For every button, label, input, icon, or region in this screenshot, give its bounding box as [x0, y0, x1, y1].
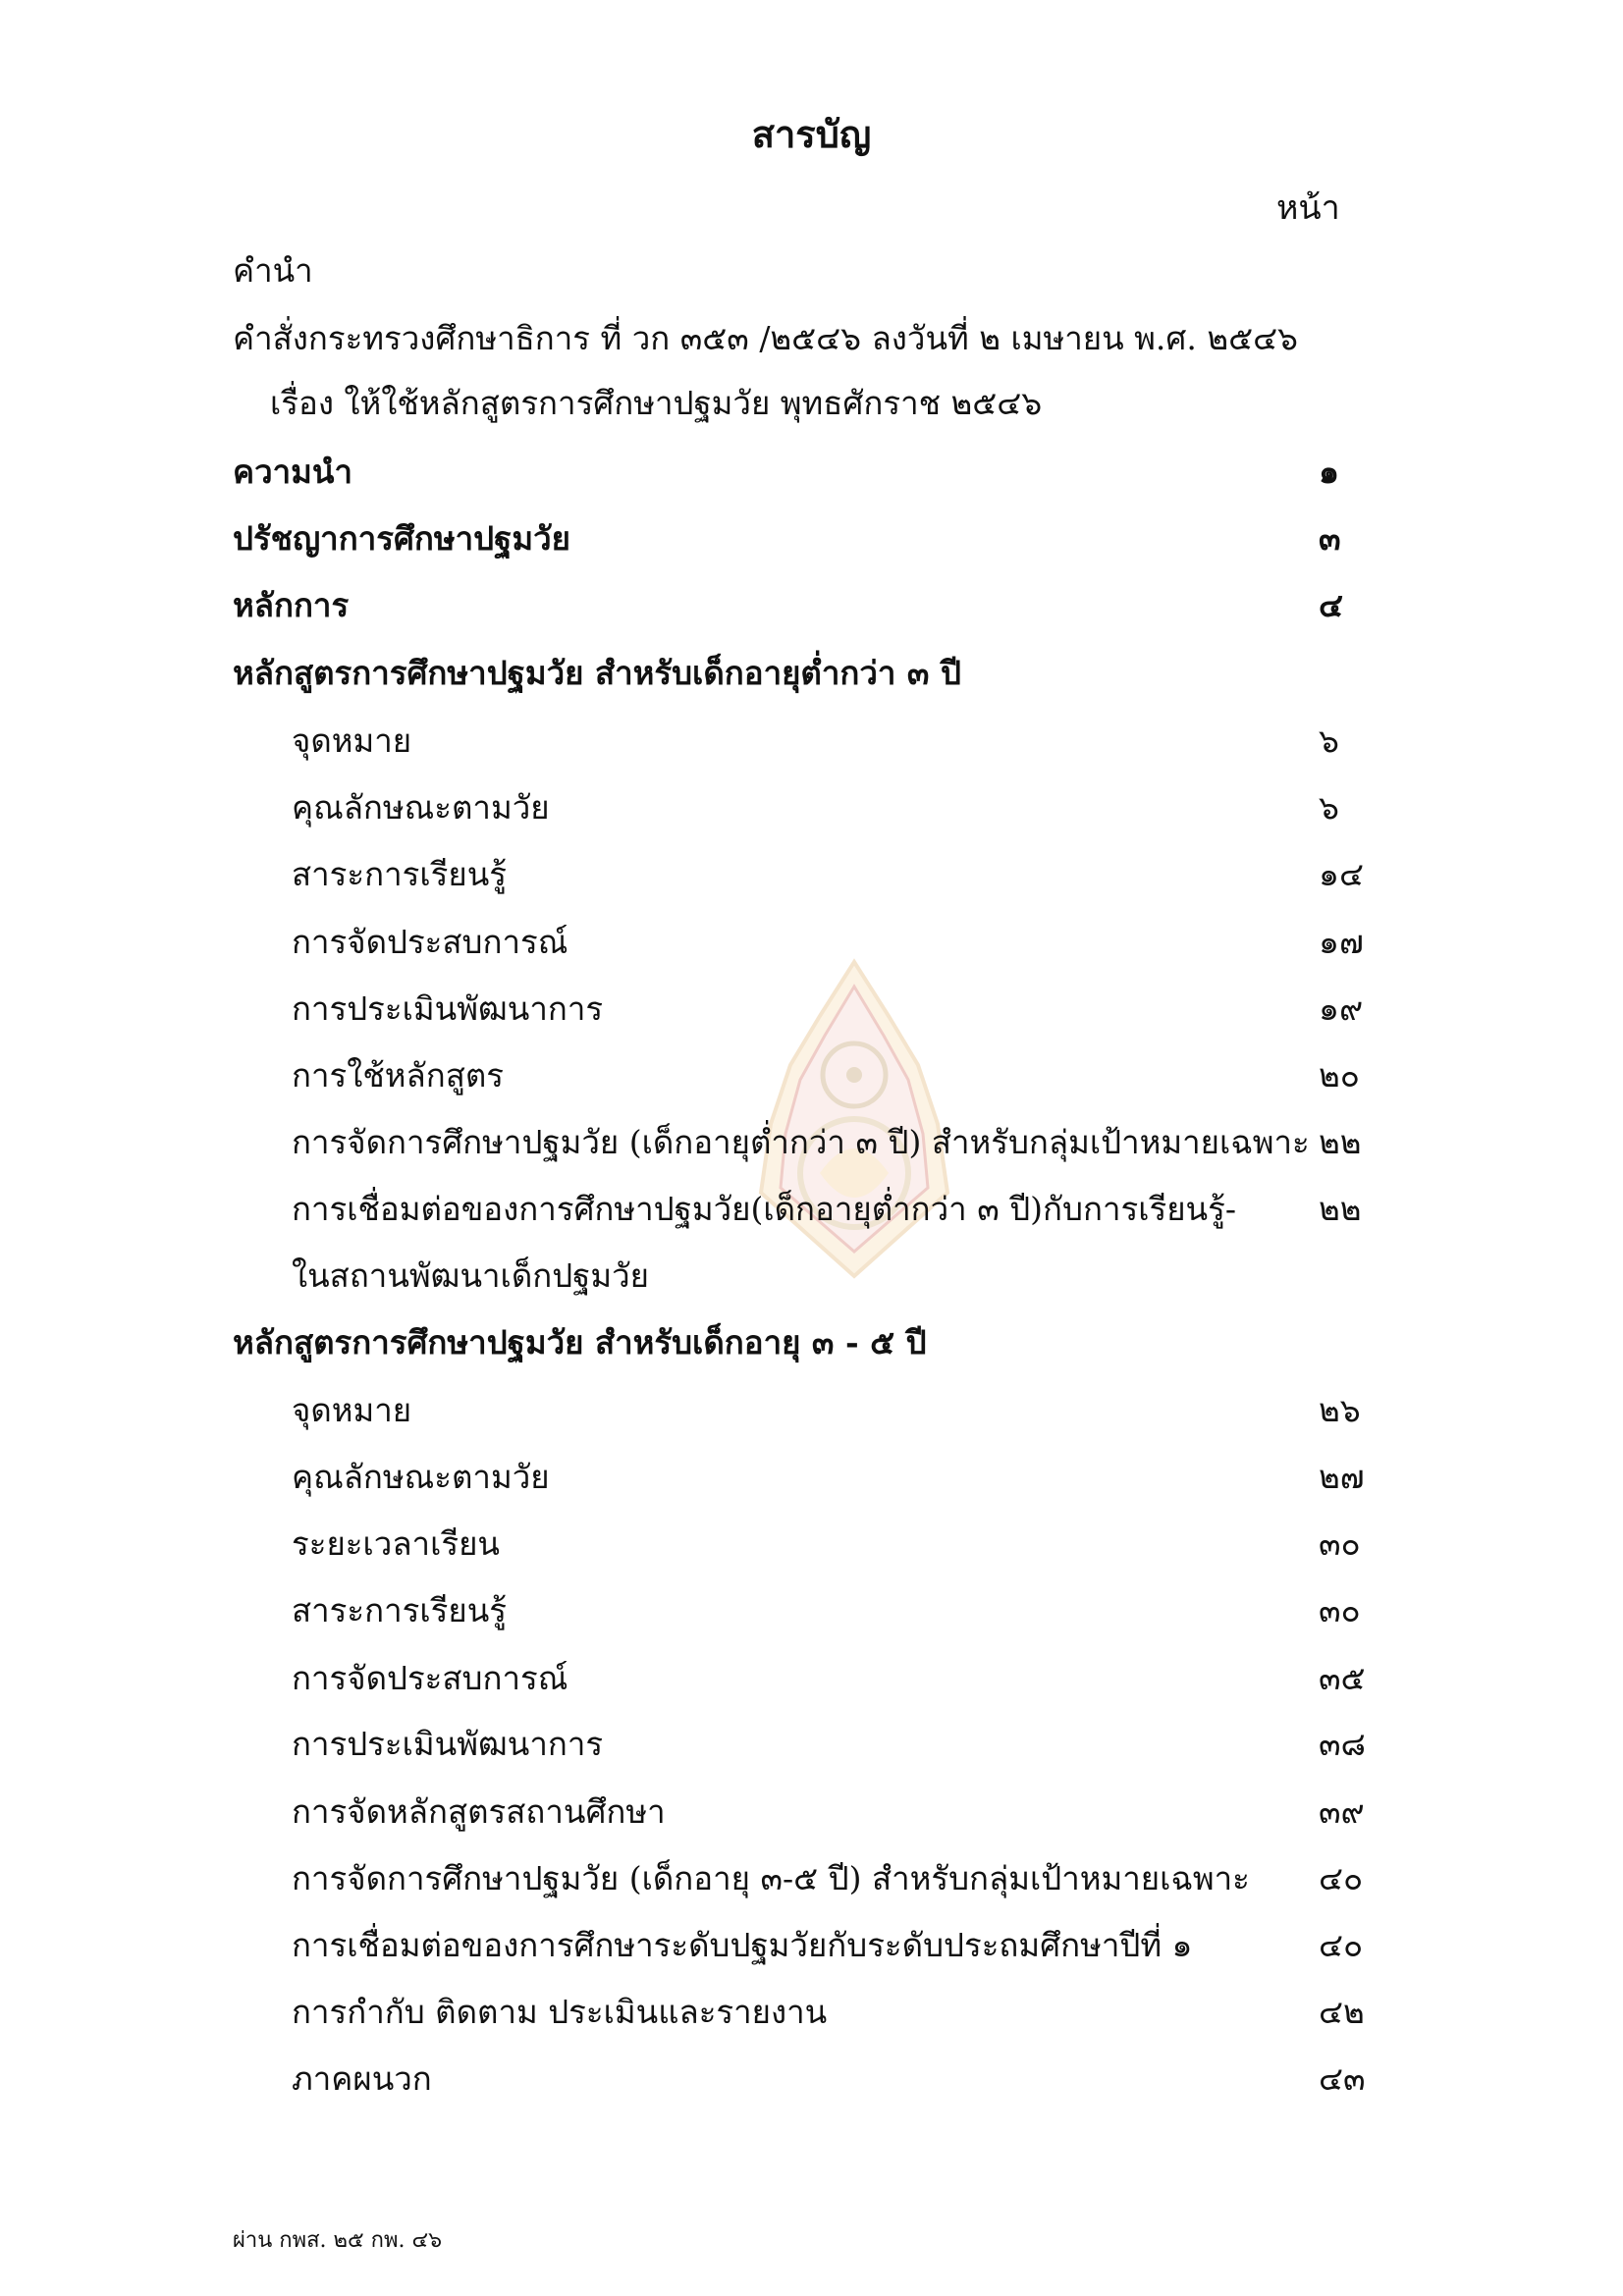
toc-entry-text: การจัดประสบการณ์ [292, 923, 568, 961]
toc-entry-page: ๖ [1319, 788, 1339, 827]
toc-entry-ministerial-order[interactable] [0, 314, 1623, 363]
toc-entry-text: การจัดหลักสูตรสถานศึกษา [292, 1792, 666, 1831]
toc-entry-page: ๖ [1319, 721, 1339, 760]
toc-entry-aims[interactable] [0, 1386, 1623, 1435]
toc-entry-curriculum-use[interactable] [0, 1051, 1623, 1100]
toc-entry-page: ๓๐ [1319, 1591, 1361, 1629]
toc-entry-assessment[interactable] [0, 1720, 1623, 1769]
toc-entry-learning-content[interactable] [0, 1586, 1623, 1635]
toc-entry-page: ๒๗ [1319, 1458, 1365, 1496]
document-title: สารบัญ [751, 112, 872, 156]
toc-entry-text: การประเมินพัฒนาการ [292, 989, 604, 1028]
toc-entry-philosophy[interactable] [0, 514, 1623, 563]
toc-entry-text: คำนำ [233, 251, 313, 290]
toc-entry-page: ๓๐ [1319, 1524, 1361, 1563]
toc-entry-characteristics[interactable] [0, 783, 1623, 832]
toc-entry-transition-primary[interactable] [0, 1921, 1623, 1970]
toc-entry-order-subject[interactable] [0, 379, 1623, 428]
toc-entry-page: ๑๔ [1319, 855, 1364, 893]
toc-entry-characteristics[interactable] [0, 1453, 1623, 1502]
toc-entry-study-period[interactable] [0, 1520, 1623, 1569]
toc-entry-text: คำสั่งกระทรวงศึกษาธิการ ที่ วก ๓๕๓ /๒๕๔๖ ลงวันที่ ๒ เมษายน พ.ศ. ๒๕๔๖ [233, 319, 1299, 357]
toc-entry-foreword[interactable] [0, 246, 1623, 295]
toc-entry-page: ๓๕ [1319, 1659, 1366, 1697]
toc-entry-transition-cont[interactable] [0, 1252, 1623, 1301]
toc-entry-text: ปรัชญาการศึกษาปฐมวัย [233, 519, 570, 558]
toc-entry-page: ๒๒ [1319, 1190, 1362, 1228]
toc-entry-text: การจัดการศึกษาปฐมวัย (เด็กอายุต่ำกว่า ๓ ปี) สำหรับกลุ่มเป้าหมายเฉพาะ [292, 1123, 1310, 1161]
toc-entry-text: หลักการ [233, 586, 350, 624]
toc-entry-page: ๓๙ [1319, 1792, 1365, 1831]
toc-entry-principles[interactable] [0, 581, 1623, 630]
toc-entry-supervision[interactable] [0, 1988, 1623, 2037]
toc-entry-text: การจัดการศึกษาปฐมวัย (เด็กอายุ ๓-๕ ปี) สำหรับกลุ่มเป้าหมายเฉพาะ [292, 1859, 1250, 1897]
toc-entry-text: คุณลักษณะตามวัย [292, 1458, 550, 1496]
toc-entry-text: การประเมินพัฒนาการ [292, 1725, 604, 1763]
toc-entry-page: ๔๐ [1319, 1926, 1364, 1964]
toc-entry-aims[interactable] [0, 717, 1623, 766]
toc-entry-text: จุดหมาย [292, 721, 412, 760]
toc-entry-text: สาระการเรียนรู้ [292, 1591, 507, 1629]
toc-entry-page: ๔ [1319, 586, 1343, 624]
toc-entry-text: การจัดประสบการณ์ [292, 1659, 568, 1697]
toc-entry-text: จุดหมาย [292, 1391, 412, 1429]
toc-entry-page: ๓ [1319, 519, 1341, 558]
toc-entry-text: คุณลักษณะตามวัย [292, 788, 550, 827]
toc-entry-page: ๔๒ [1319, 1993, 1365, 2031]
toc-entry-page: ๒๖ [1319, 1391, 1361, 1429]
toc-entry-text: ในสถานพัฒนาเด็กปฐมวัย [292, 1256, 649, 1295]
toc-entry-school-curriculum[interactable] [0, 1788, 1623, 1837]
toc-entry-text: หลักสูตรการศึกษาปฐมวัย สำหรับเด็กอายุ ๓ - ๕ ปี [233, 1323, 927, 1362]
toc-entry-special-groups[interactable] [0, 1854, 1623, 1903]
toc-section-under-3[interactable] [0, 649, 1623, 698]
toc-entry-special-groups[interactable] [0, 1118, 1623, 1167]
toc-entry-text: ภาคผนวก [292, 2059, 432, 2098]
toc-entry-text: ระยะเวลาเรียน [292, 1524, 500, 1563]
toc-entry-introduction[interactable] [0, 448, 1623, 497]
toc-entry-page: ๔๐ [1319, 1859, 1364, 1897]
toc-entry-text: การเชื่อมต่อของการศึกษาระดับปฐมวัยกับระดับประถมศึกษาปีที่ ๑ [292, 1926, 1193, 1964]
toc-entry-text: เรื่อง ให้ใช้หลักสูตรการศึกษาปฐมวัย พุทธศักราช ๒๕๔๖ [270, 384, 1043, 422]
toc-entry-page: ๓๘ [1319, 1725, 1367, 1763]
toc-entry-text: ความนำ [233, 453, 352, 491]
toc-entry-assessment[interactable] [0, 985, 1623, 1034]
toc-entry-text: การกำกับ ติดตาม ประเมินและรายงาน [292, 1993, 828, 2031]
toc-entry-page: ๒๐ [1319, 1056, 1360, 1095]
toc-entry-text: การใช้หลักสูตร [292, 1056, 504, 1095]
toc-entry-page: ๔๓ [1319, 2059, 1366, 2098]
toc-entry-page: ๑๙ [1319, 989, 1364, 1028]
toc-section-3-5[interactable] [0, 1318, 1623, 1367]
toc-entry-text: การเชื่อมต่อของการศึกษาปฐมวัย(เด็กอายุต่ำกว่า ๓ ปี)กับการเรียนรู้- [292, 1190, 1236, 1228]
toc-entry-experience[interactable] [0, 1654, 1623, 1703]
toc-entry-text: หลักสูตรการศึกษาปฐมวัย สำหรับเด็กอายุต่ำกว่า ๓ ปี [233, 654, 961, 692]
page-column-label: หน้า [1276, 188, 1340, 228]
toc-entry-text: สาระการเรียนรู้ [292, 855, 507, 893]
toc-entry-page: ๒๒ [1319, 1123, 1362, 1161]
toc-entry-experience[interactable] [0, 918, 1623, 967]
toc-entry-transition[interactable] [0, 1185, 1623, 1234]
toc-entry-page: ๑๗ [1319, 923, 1364, 961]
toc-entry-page: ๑ [1319, 453, 1339, 491]
toc-entry-appendix[interactable] [0, 2055, 1623, 2104]
approval-footer: ผ่าน กพส. ๒๕ กพ. ๔๖ [233, 2228, 443, 2253]
toc-entry-learning-content[interactable] [0, 850, 1623, 899]
